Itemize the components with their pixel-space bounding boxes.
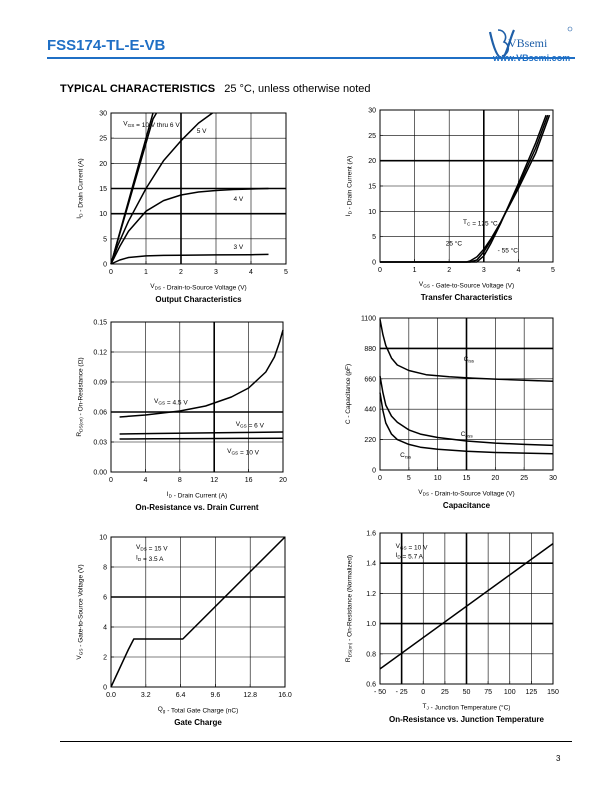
gatecharge-xtick-label: 12.8	[243, 692, 258, 699]
output-ytick-label: 30	[99, 110, 107, 118]
onres-ytick-label: 0.00	[93, 469, 107, 477]
output-annotation-3: 3 V	[233, 243, 244, 251]
gatecharge-ytick-label: 8	[103, 564, 107, 572]
onres-xtick-label: 12	[210, 477, 219, 484]
output-ylabel: $I_D$ - Drain Current (A)	[76, 158, 85, 219]
gatecharge-xlabel: $Q_g$ - Total Gate Charge (nC)	[157, 706, 239, 715]
onres_temp-ytick-label: 1.6	[366, 530, 376, 538]
onres-xtick-label: 0	[109, 477, 113, 484]
output-ytick-label: 5	[103, 236, 107, 244]
transfer-xtick-label: 5	[551, 267, 555, 274]
page-number: 3	[556, 754, 561, 763]
capacitance-ytick-label: 660	[364, 376, 376, 384]
transfer-xlabel: $V_{GS}$ - Gate-to-Source Voltage (V)	[418, 281, 515, 290]
transfer-ytick-label: 15	[368, 183, 376, 191]
capacitance-annotation-1: $C_{oss}$	[460, 431, 473, 439]
output-xtick-label: 2	[179, 269, 183, 276]
gatecharge-xtick-label: 9.6	[210, 692, 221, 699]
onres_temp-title: On-Resistance vs. Junction Temperature	[388, 715, 545, 724]
capacitance-xtick-label: 30	[549, 475, 557, 482]
onres_temp-ytick-label: 1.0	[366, 621, 376, 629]
onres-annotation-1: $V_{GS} = 6$ V	[235, 421, 264, 430]
gatecharge-title: Gate Charge	[174, 718, 222, 727]
gatecharge-ytick-label: 10	[99, 534, 107, 542]
capacitance-ytick-label: 1100	[360, 315, 376, 323]
transfer-title: Transfer Characteristics	[420, 293, 513, 302]
onres-plot-frame	[111, 322, 283, 472]
onres-xtick-label: 20	[279, 477, 287, 484]
transfer-ylabel: $I_D$ - Drain Current (A)	[345, 155, 354, 217]
onres-xtick-label: 4	[143, 477, 148, 484]
capacitance-ytick-label: 440	[364, 406, 376, 414]
footer-rule	[60, 741, 572, 742]
onres-ylabel: $R_{DS(on)}$ - On-Resistance (Ω)	[76, 357, 85, 437]
onres_temp-xtick-label: 0	[421, 689, 426, 696]
onres_temp-ytick-label: 1.2	[366, 590, 376, 598]
transfer-xtick-label: 2	[447, 267, 452, 274]
transfer-chart	[345, 108, 555, 303]
output-title: Output Characteristics	[155, 295, 242, 304]
transfer-annotation-2: - 55 °C	[497, 247, 518, 255]
onres-ytick-label: 0.15	[93, 319, 107, 327]
capacitance-ytick-label: 0	[372, 467, 376, 475]
gatecharge-annotation-0: $V_{DS} = 15$ V	[136, 544, 168, 553]
capacitance-series-0-line	[380, 319, 553, 381]
capacitance-xtick-label: 20	[491, 475, 500, 482]
onres-series-0-line	[120, 330, 283, 417]
onres_temp-xtick-label: 125	[525, 689, 538, 696]
website-link[interactable]: www.VBsemi.com	[493, 53, 571, 63]
gatecharge-xtick-label: 3.2	[140, 692, 151, 699]
brand-name: VBsemi	[508, 36, 548, 50]
onres-title: On-Resistance vs. Drain Current	[135, 503, 259, 512]
onres-xtick-label: 8	[177, 477, 182, 484]
onres_temp-ytick-label: 0.8	[366, 651, 376, 659]
output-ytick-label: 10	[99, 211, 107, 219]
capacitance-series-1-line	[380, 376, 553, 445]
onres_temp-chart	[345, 531, 559, 725]
capacitance-plot-frame	[380, 318, 553, 470]
output-series-0-line	[111, 113, 153, 264]
output-xtick-label: 0	[109, 269, 113, 276]
onres_temp-ytick-label: 0.6	[366, 681, 376, 689]
gatecharge-ytick-label: 0	[103, 684, 107, 692]
transfer-annotation-1: 25 °C	[445, 240, 463, 248]
capacitance-xtick-label: 10	[433, 475, 442, 482]
capacitance-xtick-label: 0	[378, 475, 382, 482]
capacitance-xtick-label: 15	[462, 475, 471, 482]
output-ytick-label: 0	[103, 261, 107, 269]
capacitance-xtick-label: 5	[406, 475, 411, 482]
output-xtick-label: 1	[144, 269, 148, 276]
transfer-ytick-label: 10	[368, 208, 376, 216]
transfer-series-1-line	[380, 115, 548, 262]
capacitance-ytick-label: 220	[364, 437, 376, 445]
onres-chart	[76, 320, 287, 513]
transfer-ytick-label: 0	[372, 259, 376, 267]
onres_temp-xtick-label: 150	[547, 689, 559, 696]
section-subtitle: 25 °C, unless otherwise noted	[224, 83, 371, 95]
gatecharge-annotation-1: $I_D = 3.5$ A	[136, 554, 164, 563]
gatecharge-ylabel: $V_{GS}$ - Gate-to-Source Voltage (V)	[76, 564, 85, 660]
gatecharge-chart	[76, 535, 292, 728]
output-chart	[76, 111, 288, 305]
capacitance-series-2-line	[380, 393, 553, 454]
gatecharge-xtick-label: 6.4	[175, 692, 186, 699]
onres-ytick-label: 0.09	[93, 379, 107, 387]
transfer-series-0-line	[380, 115, 550, 262]
output-series-4-line	[111, 254, 269, 264]
onres-xlabel: $I_D$ - Drain Current (A)	[166, 491, 228, 500]
onres_temp-annotation-1: $I_D = 5.7$ A	[395, 552, 423, 561]
output-series-1-line	[111, 113, 157, 264]
capacitance-ytick-label: 880	[364, 345, 376, 353]
onres_temp-xtick-label: 50	[462, 689, 471, 696]
onres_temp-xtick-label: - 50	[373, 689, 387, 696]
transfer-xtick-label: 4	[516, 267, 521, 274]
onres_temp-annotation-0: $V_{GS} = 10$ V	[395, 543, 428, 552]
onres-annotation-2: $V_{GS} = 10$ V	[227, 448, 259, 457]
output-xlabel: $V_{DS}$ - Drain-to-Source Voltage (V)	[150, 283, 247, 292]
capacitance-annotation-0: $C_{iss}$	[463, 355, 475, 364]
onres_temp-xtick-label: 75	[484, 689, 493, 696]
onres-annotation-0: $V_{GS} = 4.5$ V	[154, 398, 188, 407]
transfer-xtick-label: 3	[481, 267, 486, 274]
capacitance-ylabel: C - Capacitance (pF)	[345, 363, 352, 425]
onres-series-1-line	[120, 432, 283, 434]
capacitance-chart	[345, 316, 557, 511]
onres-xtick-label: 16	[244, 477, 253, 484]
gatecharge-ytick-label: 6	[103, 594, 107, 602]
onres-ytick-label: 0.12	[93, 349, 107, 357]
transfer-annotation-0: $T_C = 125$ °C	[463, 219, 498, 228]
output-series-2-line	[111, 113, 213, 264]
section-heading	[60, 83, 370, 95]
gatecharge-plot-frame	[111, 537, 285, 687]
gatecharge-xtick-label: 16.0	[278, 692, 292, 699]
onres_temp-ytick-label: 1.4	[366, 560, 376, 568]
output-xtick-label: 3	[214, 269, 218, 276]
output-plot-frame	[111, 113, 286, 264]
transfer-xtick-label: 1	[412, 267, 417, 274]
gatecharge-series-0-line	[111, 537, 285, 687]
transfer-plot-frame	[380, 110, 553, 262]
gatecharge-ytick-label: 4	[103, 624, 107, 632]
transfer-xtick-label: 0	[378, 267, 382, 274]
capacitance-title: Capacitance	[442, 501, 491, 510]
output-ytick-label: 15	[99, 186, 107, 193]
output-ytick-label: 25	[99, 135, 107, 143]
transfer-ytick-label: 20	[368, 158, 376, 166]
onres-ytick-label: 0.03	[93, 439, 107, 447]
capacitance-xlabel: $V_{DS}$ - Drain-to-Source Voltage (V)	[418, 489, 515, 498]
output-xtick-label: 4	[249, 269, 253, 276]
section-title: TYPICAL CHARACTERISTICS	[60, 83, 216, 95]
onres_temp-ylabel: $R_{DS(on)}$ - On-Resistance (Normalized)	[345, 554, 354, 663]
onres_temp-xtick-label: 25	[440, 689, 449, 696]
onres_temp-plot-frame	[380, 533, 553, 684]
output-ytick-label: 20	[99, 160, 107, 168]
gatecharge-xtick-label: 0.0	[106, 692, 116, 699]
output-annotation-2: 4 V	[233, 196, 244, 204]
onres_temp-xlabel: $T_J$ - Junction Temperature (°C)	[422, 703, 511, 712]
onres-ytick-label: 0.06	[93, 409, 107, 417]
output-series-3-line	[111, 189, 269, 265]
onres_temp-series-0-line	[380, 544, 553, 669]
capacitance-xtick-label: 25	[520, 475, 529, 482]
onres_temp-xtick-label: - 25	[395, 689, 408, 696]
capacitance-annotation-2: $C_{rss}$	[400, 451, 412, 460]
onres_temp-xtick-label: 100	[503, 689, 516, 696]
transfer-ytick-label: 25	[368, 132, 376, 140]
gatecharge-ytick-label: 2	[103, 654, 107, 662]
transfer-series-2-line	[380, 115, 546, 262]
transfer-ytick-label: 30	[368, 107, 376, 115]
output-annotation-0: $V_{GS} = 10$ V thru 6 V	[123, 120, 180, 130]
onres-series-2-line	[120, 438, 283, 439]
transfer-ytick-label: 5	[372, 234, 376, 242]
output-xtick-label: 5	[284, 269, 288, 276]
part-number: FSS174-TL-E-VB	[47, 37, 166, 54]
output-annotation-1: 5 V	[196, 128, 207, 136]
